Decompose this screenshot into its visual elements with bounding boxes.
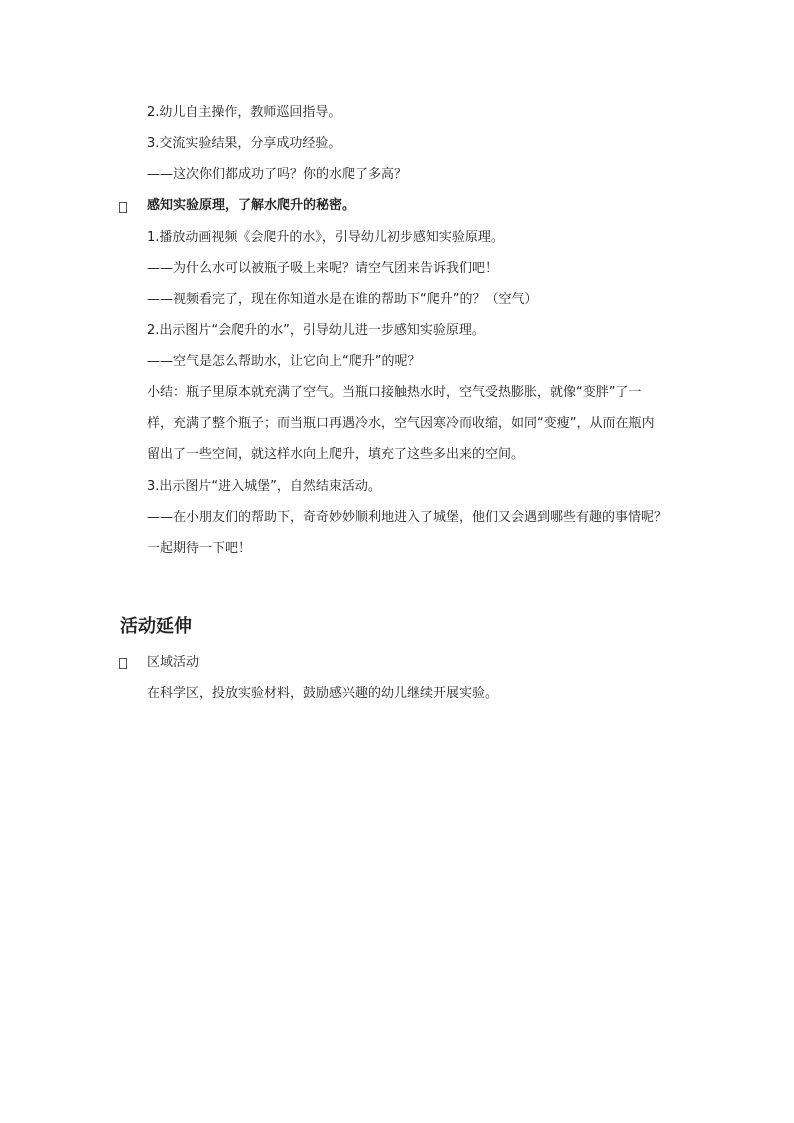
- summary-line: 小结：瓶子里原本就充满了空气。当瓶口接触热水时，空气受热膨胀，就像“变胖”了一: [147, 385, 642, 400]
- extension-item-title: 区域活动: [147, 655, 200, 670]
- section-title: 感知实验原理，了解水爬升的秘密。: [147, 198, 356, 213]
- question-line: ——这次你们都成功了吗？你的水爬了多高？: [147, 167, 408, 182]
- step-line: 2.幼儿自主操作，教师巡回指导。: [147, 105, 342, 120]
- summary-line: 样，充满了整个瓶子；而当瓶口再遇冷水，空气因寒冷而收缩，如同“变瘦”，从而在瓶内: [147, 416, 655, 431]
- step-line: 1.播放动画视频《会爬升的水》，引导幼儿初步感知实验原理。: [147, 230, 504, 245]
- step-line: 3.出示图片“进入城堡”，自然结束活动。: [147, 479, 381, 494]
- step-line: 3.交流实验结果，分享成功经验。: [147, 136, 342, 151]
- extension-item-text: 在科学区，投放实验材料，鼓励感兴趣的幼儿继续开展实验。: [147, 686, 499, 701]
- question-line: ——空气是怎么帮助水，让它向上“爬升”的呢？: [147, 354, 421, 369]
- summary-line: 留出了一些空间，就这样水向上爬升，填充了这些多出来的空间。: [147, 447, 525, 462]
- question-line: ——在小朋友们的帮助下，奇奇妙妙顺利地进入了城堡，他们又会遇到哪些有趣的事情呢？: [147, 510, 668, 525]
- closing-line: 一起期待一下吧！: [147, 541, 252, 556]
- question-line: ——视频看完了，现在你知道水是在谁的帮助下“爬升”的？（空气）: [147, 292, 538, 307]
- bullet-box-icon: [119, 202, 127, 213]
- section-heading: 活动延伸: [120, 616, 192, 637]
- question-line: ——为什么水可以被瓶子吸上来呢？请空气团来告诉我们吧！: [147, 261, 499, 276]
- step-line: 2.出示图片“会爬升的水”，引导幼儿进一步感知实验原理。: [147, 323, 485, 338]
- bullet-box-icon: [119, 658, 127, 669]
